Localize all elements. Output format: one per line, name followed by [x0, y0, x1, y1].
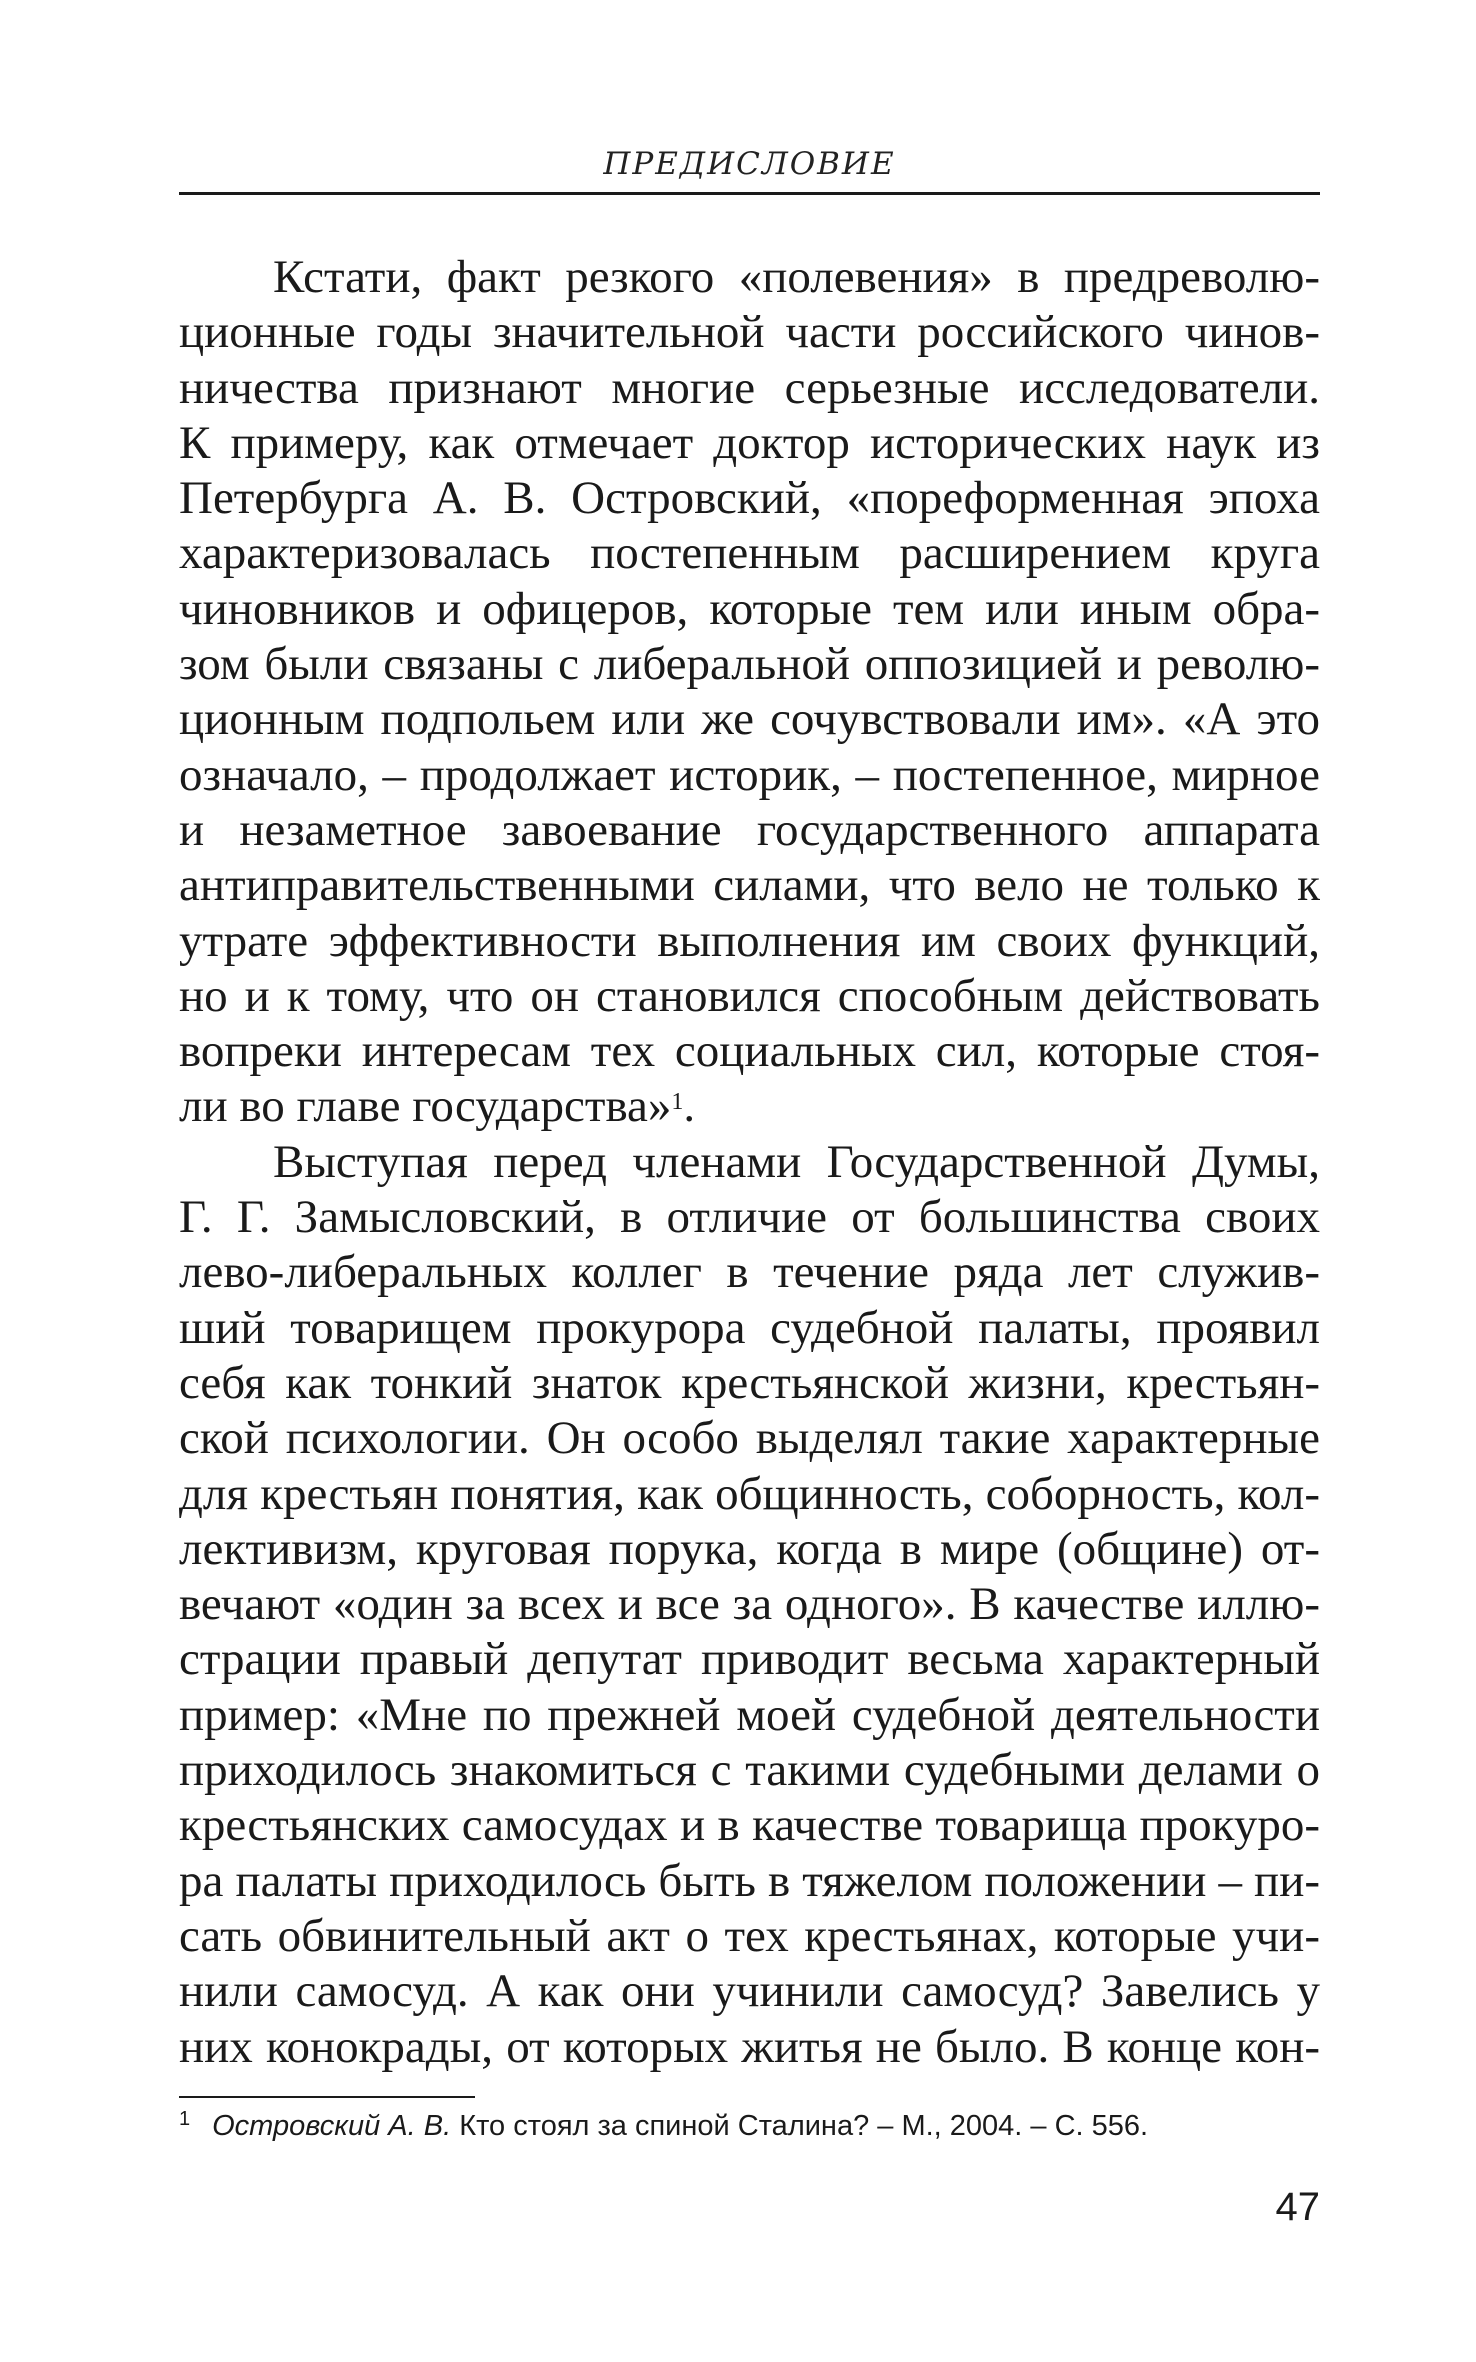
line-text: ционным подпольем или же сочувствовали им». «А это [179, 693, 1320, 746]
text-line [179, 1964, 1320, 2019]
header-rule [179, 192, 1320, 195]
text-line [179, 1909, 1320, 1964]
line-text: ший товарищем прокурора судебной палаты, проявил [179, 1301, 1320, 1354]
line-text: пример: «Мне по прежней моей судебной деятельности [179, 1688, 1320, 1741]
footnote-text: Кто стоял за спиной Сталина? – М., 2004. – С. 556. [451, 2110, 1149, 2142]
line-text: ничества признают многие серьезные исследователи. [179, 361, 1320, 414]
paragraph [179, 1135, 1320, 2075]
line-text: утрате эффективности выполнения им своих функций, [179, 914, 1320, 967]
line-text: ли во главе государства» [179, 1080, 672, 1133]
line-text: нили самосуд. А как они учинили самосуд? Завелись у [179, 1965, 1320, 2018]
text-line [179, 1522, 1320, 1577]
text-line [179, 361, 1320, 416]
text-line [179, 969, 1320, 1024]
text-line [179, 1632, 1320, 1687]
line-text: характеризовалась постепенным расширением круга [179, 527, 1320, 580]
text-line [179, 1301, 1320, 1356]
footnote [179, 2110, 1320, 2143]
line-text: сать обвинительный акт о тех крестьянах, которые учи- [179, 1909, 1320, 1962]
text-line [179, 1245, 1320, 1300]
text-line [179, 1467, 1320, 1522]
line-text: чиновников и офицеров, которые тем или иным обра- [179, 582, 1320, 635]
line-text: лево-либеральных коллег в течение ряда лет служив- [179, 1246, 1320, 1299]
line-text: Петербурга А. В. Островский, «пореформенная эпоха [179, 472, 1320, 525]
line-text: для крестьян понятия, как общинность, соборность, кол- [179, 1467, 1320, 1520]
text-line [179, 748, 1320, 803]
line-text: ционные годы значительной части российского чинов- [179, 306, 1320, 359]
text-line [179, 692, 1320, 747]
paragraph [179, 250, 1320, 1135]
line-text: ра палаты приходилось быть в тяжелом положении – пи- [179, 1854, 1320, 1907]
running-header: ПРЕДИСЛОВИЕ [603, 146, 896, 182]
text-line [179, 250, 1320, 305]
line-text: Кстати, факт резкого «полевения» в предреволю- [273, 251, 1320, 303]
line-text: К примеру, как отмечает доктор исторических наук из [179, 416, 1320, 469]
text-line [179, 1135, 1320, 1190]
footnote-rule [179, 2096, 475, 2098]
page-number: 47 [1275, 2185, 1320, 2229]
text-line [179, 416, 1320, 471]
text-line [179, 2020, 1320, 2075]
text-line [179, 1079, 1320, 1134]
line-text: Выступая перед членами Государственной Думы, [273, 1135, 1320, 1188]
line-text: антиправительственными силами, что вело не только к [179, 859, 1320, 912]
page-body [179, 250, 1320, 2075]
end-punctuation: . [683, 1080, 696, 1133]
text-line [179, 1024, 1320, 1079]
line-text: приходилось знакомиться с такими судебными делами о [179, 1744, 1320, 1797]
footnote-reference[interactable]: 1 [671, 1089, 684, 1116]
line-text: крестьянских самосудах и в качестве товарища прокуро- [179, 1799, 1320, 1852]
text-line [179, 1854, 1320, 1909]
line-text: себя как тонкий знаток крестьянской жизни, крестьян- [179, 1356, 1320, 1409]
text-line [179, 914, 1320, 969]
text-line [179, 1798, 1320, 1853]
line-text: страции правый депутат приводит весьма характерный [179, 1633, 1320, 1686]
line-text: вечают «один за всех и все за одного». В качестве иллю- [179, 1578, 1320, 1631]
line-text: и незаметное завоевание государственного аппарата [179, 803, 1320, 856]
text-line [179, 803, 1320, 858]
line-text: означало, – продолжает историк, – постепенное, мирное [179, 748, 1320, 801]
text-line [179, 305, 1320, 360]
text-line [179, 637, 1320, 692]
line-text: лективизм, круговая порука, когда в мире (общине) от- [179, 1522, 1320, 1575]
line-text: вопреки интересам тех социальных сил, которые стоя- [179, 1025, 1320, 1078]
text-line [179, 1688, 1320, 1743]
line-text: Г. Г. Замысловский, в отличие от большинства своих [179, 1191, 1320, 1244]
line-text: них конокрады, от которых житья не было. В конце кон- [179, 2020, 1320, 2073]
text-line [179, 526, 1320, 581]
line-text: зом были связаны с либеральной оппозицией и револю- [179, 638, 1320, 691]
text-line [179, 471, 1320, 526]
line-text: ской психологии. Он особо выделял такие характерные [179, 1412, 1320, 1465]
footnote-mark: 1 [179, 2108, 191, 2130]
text-line [179, 1356, 1320, 1411]
text-line [179, 1743, 1320, 1798]
text-line [179, 1411, 1320, 1466]
text-line [179, 1577, 1320, 1632]
text-line [179, 858, 1320, 913]
text-line [179, 1190, 1320, 1245]
text-line [179, 582, 1320, 637]
footnote-author: Островский А. В. [212, 2110, 452, 2142]
line-text: но и к тому, что он становился способным действовать [179, 969, 1320, 1022]
